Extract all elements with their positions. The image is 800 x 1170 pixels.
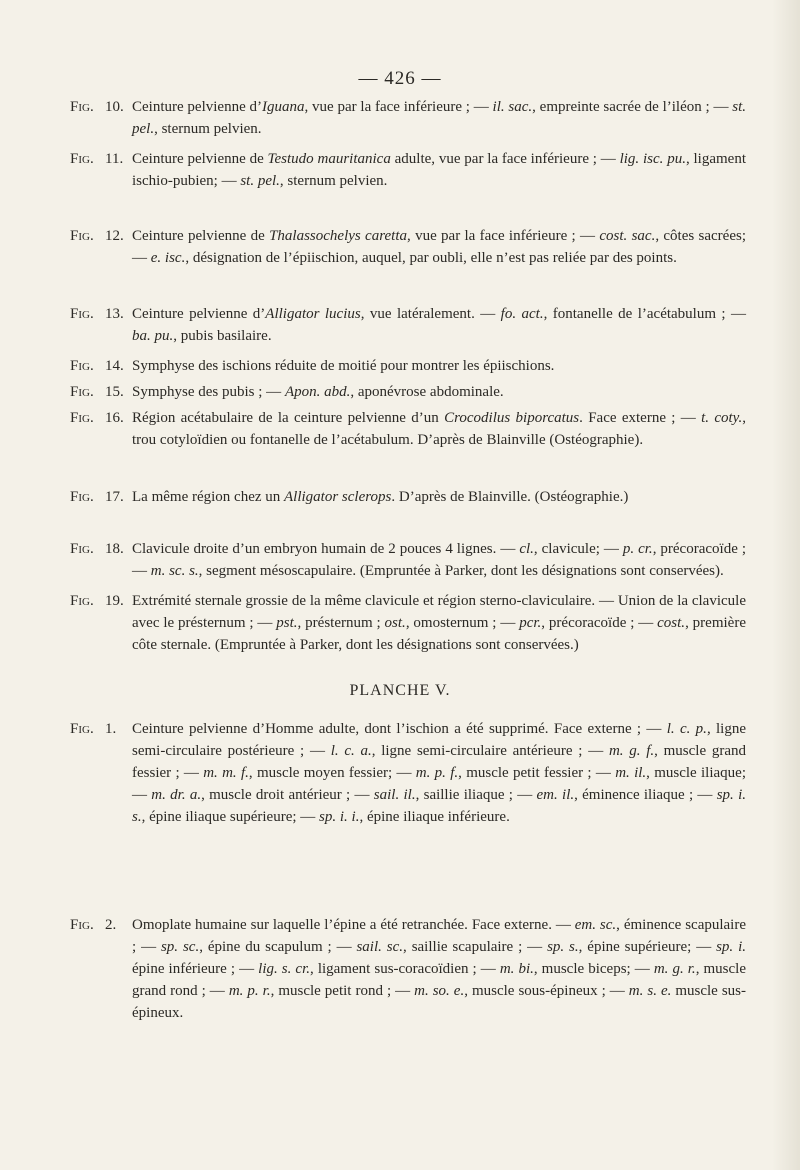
caption-number: 1. xyxy=(105,721,117,737)
caption-text: La même région chez un Alligator sclerops. D’après de Blainville. (Ostéographie.) xyxy=(132,489,629,505)
caption-text: Omoplate humaine sur laquelle l’épine a été retranchée. Face externe. — em. sc., éminence scapulaire ; — sp. sc., épine du scapulum ; — sail. sc., saillie scapulaire ; — sp. s., épine supérieure; — sp. i. épine inférieure ; — lig. s. cr., ligament sus-coracoïdien ; — m. bi., muscle biceps; — m. g. r., muscle grand rond ; — m. p. r., muscle petit rond ; — m. so. e., muscle sous-épineux ; — m. s. e. muscle sus-épineux. xyxy=(132,917,747,1021)
caption-number: 15. xyxy=(105,384,124,400)
page-edge-shadow xyxy=(772,0,800,1170)
caption-text: Ceinture pelvienne de Thalassochelys caretta, vue par la face inférieure ; — cost. sac., côtes sacrées;— e. isc., désignation de l’épiischion, auquel, par oubli, elle n’est pas reliée par des points. xyxy=(132,228,746,266)
caption-label: Fig. xyxy=(70,358,94,374)
caption-text: Ceinture pelvienne d’Iguana, vue par la face inférieure ; — il. sac., empreinte sacrée de l’iléon ; — st. pel., sternum pelvien. xyxy=(132,99,746,137)
caption-text: Ceinture pelvienne de Testudo mauritanica adulte, vue par la face inférieure ; — lig. isc. pu., ligament ischio-pubien; — st. pel., sternum pelvien. xyxy=(132,151,746,189)
caption-number: 10. xyxy=(105,99,124,115)
caption-label: Fig. xyxy=(70,593,94,609)
caption-fig-19 xyxy=(70,590,746,656)
caption-label: Fig. xyxy=(70,306,94,322)
caption-fig-11 xyxy=(70,148,746,192)
caption-text: Symphyse des pubis ; — Apon. abd., aponévrose abdominale. xyxy=(132,384,504,400)
caption-fig-17 xyxy=(70,486,746,508)
caption-number: 11. xyxy=(105,151,124,167)
caption-text: Ceinture pelvienne d’Homme adulte, dont l’ischion a été supprimé. Face externe ; — l. c. p., ligne semi-circulaire postérieure ; — l. c. a., ligne semi-circulaire antérieure ; — m. g. f., muscle grand fessier ; — m. m. f., muscle moyen fessier; — m. p. f., muscle petit fessier ; — m. il., muscle iliaque; — m. dr. a., muscle droit antérieur ; — sail. il., saillie iliaque ; — em. il., éminence iliaque ; — sp. i. s., épine iliaque supérieure; — sp. i. i., épine iliaque inférieure. xyxy=(132,721,747,825)
caption-label: Fig. xyxy=(70,151,94,167)
caption-number: 13. xyxy=(105,306,124,322)
caption-fig-16 xyxy=(70,407,746,451)
caption-number: 12. xyxy=(105,228,124,244)
caption-fig-14 xyxy=(70,355,746,377)
caption-text: Clavicule droite d’un embryon humain de 2 pouces 4 lignes. — cl., clavicule; — p. cr., précoracoïde ; — m. sc. s., segment mésoscapulaire. (Empruntée à Parker, dont les désignations sont conservées). xyxy=(132,541,746,579)
caption-label: Fig. xyxy=(70,721,94,737)
caption-number: 18. xyxy=(105,541,124,557)
caption-label: Fig. xyxy=(70,228,94,244)
caption-text: Région acétabulaire de la ceinture pelvienne d’un Crocodilus biporcatus. Face externe ; — t. coty., trou cotyloïdien ou fontanelle de l’acétabulum. D’après de Blainville (Ostéographie). xyxy=(132,410,746,448)
caption-fig-15 xyxy=(70,381,746,403)
caption-number: 2. xyxy=(105,917,117,933)
caption-fig-13 xyxy=(70,303,746,347)
caption-fig-10 xyxy=(70,96,746,140)
caption-plate-fig-2 xyxy=(70,914,746,1024)
caption-number: 19. xyxy=(105,593,124,609)
caption-number: 14. xyxy=(105,358,124,374)
page-number: — 426 — xyxy=(358,68,442,89)
caption-number: 17. xyxy=(105,489,124,505)
caption-text: Extrémité sternale grossie de la même clavicule et région sterno-claviculaire. — Union de la clavicule avec le présternum ; — pst., présternum ; ost., omosternum ; — pcr., précoracoïde ; — cost., première côte sternale. (Empruntée à Parker, dont les désignations sont conservées.) xyxy=(132,593,746,653)
caption-label: Fig. xyxy=(70,99,94,115)
caption-fig-12 xyxy=(70,225,746,269)
caption-label: Fig. xyxy=(70,917,94,933)
plate-heading: PLANCHE V. xyxy=(349,682,451,699)
caption-text: Symphyse des ischions réduite de moitié pour montrer les épiischions. xyxy=(132,358,555,374)
caption-label: Fig. xyxy=(70,410,94,426)
caption-label: Fig. xyxy=(70,384,94,400)
caption-number: 16. xyxy=(105,410,124,426)
caption-label: Fig. xyxy=(70,541,94,557)
caption-text: Ceinture pelvienne d’Alligator lucius, vue latéralement. — fo. act., fontanelle de l’acétabulum ; — ba. pu., pubis basilaire. xyxy=(132,306,747,344)
caption-plate-fig-1 xyxy=(70,718,746,828)
caption-label: Fig. xyxy=(70,489,94,505)
caption-fig-18 xyxy=(70,538,746,582)
